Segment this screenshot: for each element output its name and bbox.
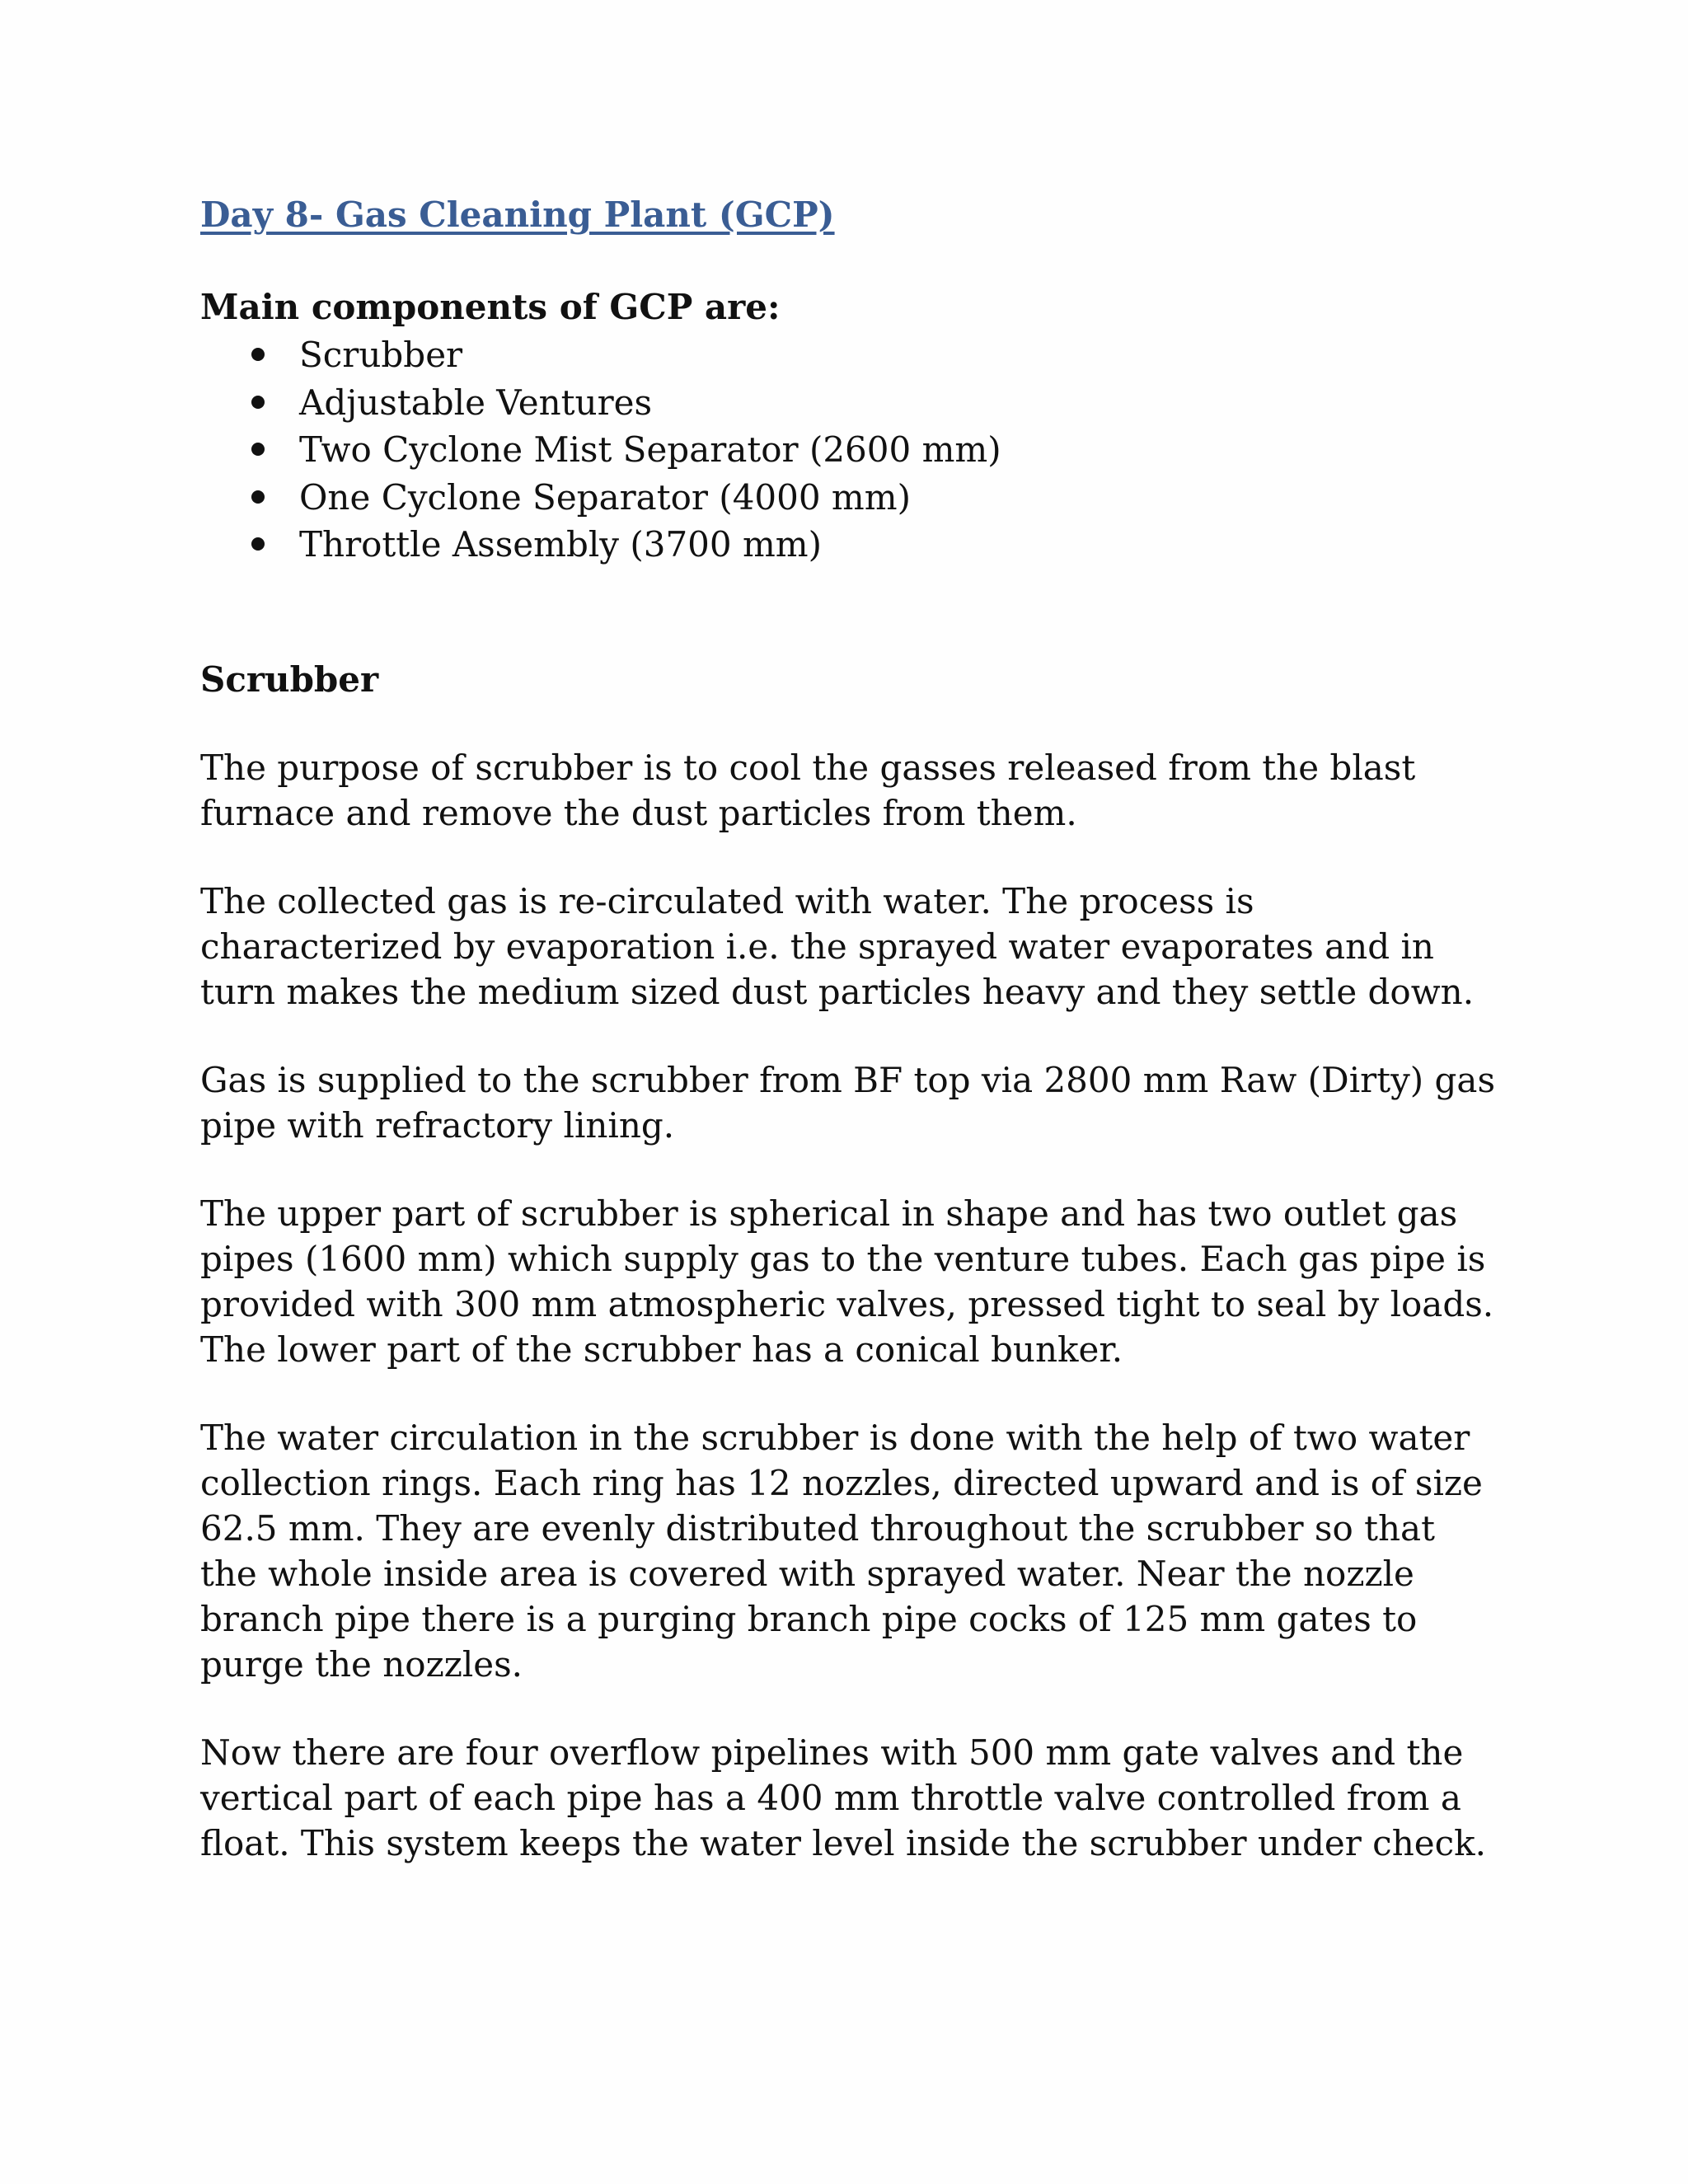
document-body bbox=[200, 191, 1503, 1866]
page-title: Day 8- Gas Cleaning Plant (GCP) bbox=[200, 194, 835, 235]
list-item bbox=[200, 426, 1503, 474]
bullet-icon bbox=[251, 537, 265, 551]
paragraph-gas-supply: Gas is supplied to the scrubber from BF top via 2800 mm Raw (Dirty) gas pipe with refractory lining. bbox=[200, 1059, 1496, 1146]
list-item bbox=[200, 521, 1503, 569]
list-item-text: One Cyclone Separator (4000 mm) bbox=[299, 476, 911, 518]
bullet-icon bbox=[251, 396, 265, 409]
paragraph-overflow: Now there are four overflow pipelines with 500 mm gate valves and the vertical part of each pipe has a 400 mm throttle valve controlled from a float. This system keeps the water level inside the scrubber under check. bbox=[200, 1732, 1486, 1863]
list-item-text: Two Cyclone Mist Separator (2600 mm) bbox=[299, 429, 1001, 470]
paragraph-water-circulation: The water circulation in the scrubber is done with the help of two water collection rings. Each ring has 12 nozzles, directed upward and is of size 62.5 mm. They are evenly distributed throughout the scrubber so that the whole inside area is covered with sprayed water. Near the nozzle branch pipe there is a purging branch pipe cocks of 125 mm gates to purge the nozzles. bbox=[200, 1417, 1483, 1685]
list-item bbox=[200, 331, 1503, 379]
list-item-text: Throttle Assembly (3700 mm) bbox=[299, 524, 822, 565]
bullet-icon bbox=[251, 490, 265, 504]
bullet-icon bbox=[251, 443, 265, 456]
bullet-icon bbox=[251, 348, 265, 361]
components-list bbox=[200, 331, 1503, 569]
list-item bbox=[200, 379, 1503, 427]
paragraph-upper-part: The upper part of scrubber is spherical in shape and has two outlet gas pipes (1600 mm) which supply gas to the venture tubes. Each gas pipe is provided with 300 mm atmospheric valves, pressed tight to seal by loads. The lower part of the scrubber has a conical bunker. bbox=[200, 1193, 1494, 1370]
scrubber-heading: Scrubber bbox=[200, 658, 379, 700]
components-heading: Main components of GCP are: bbox=[200, 287, 781, 327]
paragraph-recirculation: The collected gas is re-circulated with water. The process is characterized by evaporation i.e. the sprayed water evaporates and in turn makes the medium sized dust particles heavy and they settle down. bbox=[200, 880, 1475, 1012]
list-item-text: Adjustable Ventures bbox=[299, 382, 653, 423]
list-item-text: Scrubber bbox=[299, 335, 463, 375]
list-item bbox=[200, 474, 1503, 522]
paragraph-purpose: The purpose of scrubber is to cool the gasses released from the blast furnace and remove the dust particles from them. bbox=[200, 747, 1416, 833]
